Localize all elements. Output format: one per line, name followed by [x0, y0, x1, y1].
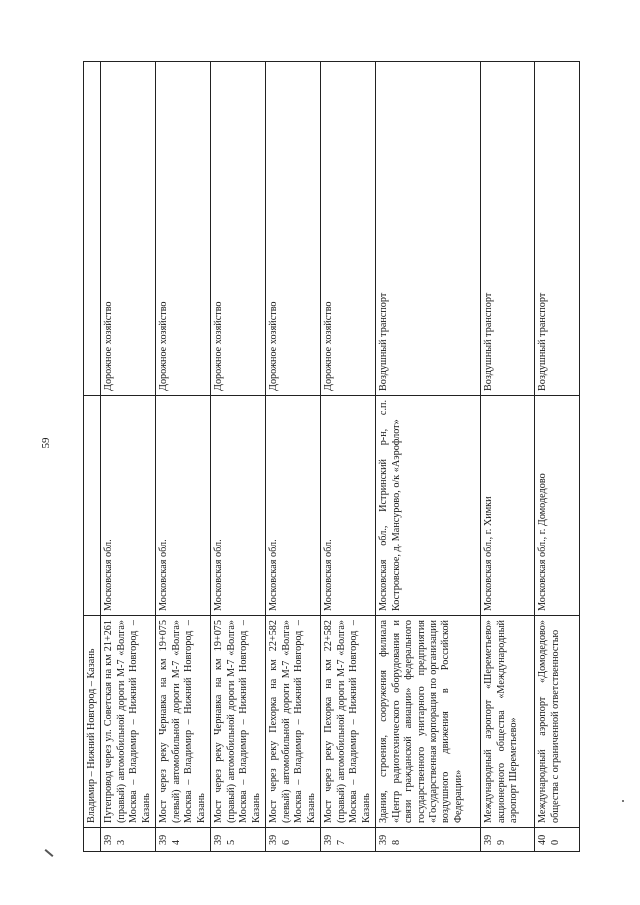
- object-name: Международный аэропорт «Домодедово» общества с ограниченной ответственностью: [535, 616, 580, 828]
- sector: [84, 62, 101, 396]
- row-number: 393: [101, 828, 156, 852]
- row-number: 396: [266, 828, 321, 852]
- location: Московская обл.: [156, 396, 211, 616]
- scan-artifact: [45, 849, 54, 857]
- sector: Дорожное хозяйство: [321, 62, 376, 396]
- sector: Дорожное хозяйство: [211, 62, 266, 396]
- table-row: [321, 62, 376, 852]
- row-number: 399: [481, 828, 535, 852]
- scan-artifact: [622, 800, 624, 802]
- location: Московская обл., Истринский р-н, с.п. Костровское, д. Мансурово, о/к «Аэрофлот»: [376, 396, 481, 616]
- table-row: [156, 62, 211, 852]
- sector: Дорожное хозяйство: [101, 62, 156, 396]
- table-row: [211, 62, 266, 852]
- location: Московская обл., г. Химки: [481, 396, 535, 616]
- object-name: Мост через реку Чернавка на км 19+075 (правый) автомобильной дороги М-7 «Волга» Москва – Владимир – Нижний Новгород – Казань: [211, 616, 266, 828]
- sector: Воздушный транспорт: [535, 62, 580, 396]
- object-name: Здания, строения, сооружения филиала «Центр радиотехнического оборудования и связи гражданской авиации» федерального государственного унитарного предприятия «Государственная корпорация по организации воздушного движения в Российской Федерации»: [376, 616, 481, 828]
- sector: Дорожное хозяйство: [156, 62, 211, 396]
- row-number: 395: [211, 828, 266, 852]
- sector: Воздушный транспорт: [376, 62, 481, 396]
- table-row: [481, 62, 535, 852]
- location: Московская обл.: [101, 396, 156, 616]
- registry-table: [83, 61, 580, 852]
- table-row: [101, 62, 156, 852]
- table-row: [266, 62, 321, 852]
- rotated-page: [83, 62, 608, 852]
- page-number: 59: [40, 437, 52, 449]
- object-name: Мост через реку Чернавка на км 19+075 (левый) автомобильной дороги М-7 «Волга» Москва – Владимир – Нижний Новгород – Казань: [156, 616, 211, 828]
- row-number: 398: [376, 828, 481, 852]
- table-row: [376, 62, 481, 852]
- location: [84, 396, 101, 616]
- row-number: [84, 828, 101, 852]
- sector: Воздушный транспорт: [481, 62, 535, 396]
- location: Московская обл.: [321, 396, 376, 616]
- object-name: Мост через реку Пехорка на км 22+582 (левый) автомобильной дороги М-7 «Волга» Москва – Владимир – Нижний Новгород – Казань: [266, 616, 321, 828]
- object-name: Путепровод через ул. Советская на км 21+261 (правый) автомобильной дороги М-7 «Волга» Москва – Владимир – Нижний Новгород – Казань: [101, 616, 156, 828]
- table-row: [84, 62, 101, 852]
- location: Московская обл., г. Домодедово: [535, 396, 580, 616]
- object-name: Владимир – Нижний Новгород – Казань: [84, 616, 101, 828]
- row-number: 397: [321, 828, 376, 852]
- row-number: 400: [535, 828, 580, 852]
- sector: Дорожное хозяйство: [266, 62, 321, 396]
- location: Московская обл.: [211, 396, 266, 616]
- table-row: [535, 62, 580, 852]
- object-name: Мост через реку Пехорка на км 22+582 (правый) автомобильной дороги М-7 «Волга» Москва – Владимир – Нижний Новгород – Казань: [321, 616, 376, 828]
- object-name: Международный аэропорт «Шереметьево» акционерного общества «Международный аэропорт Шереметьево»: [481, 616, 535, 828]
- location: Московская обл.: [266, 396, 321, 616]
- row-number: 394: [156, 828, 211, 852]
